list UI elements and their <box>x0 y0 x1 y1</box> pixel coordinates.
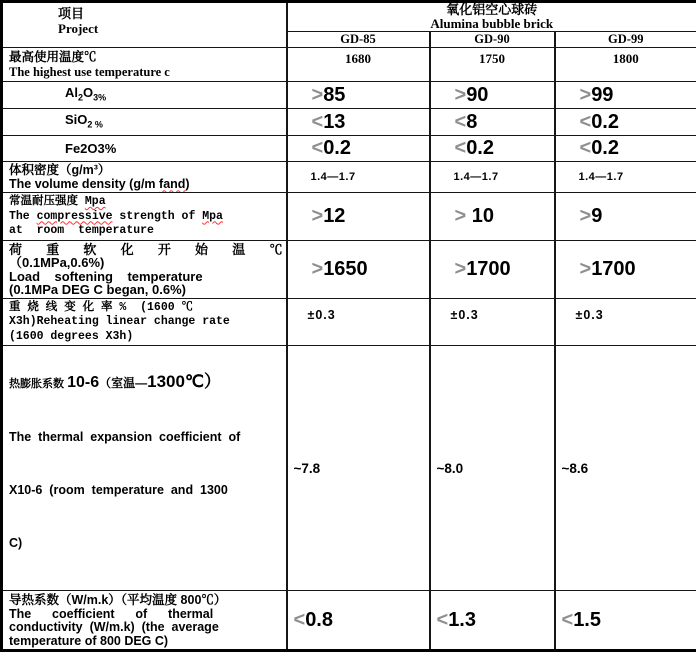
product-header-cell <box>287 2 696 32</box>
grade-header-gd99: GD-99 <box>555 32 696 48</box>
value-cell: >12 <box>287 193 430 241</box>
row-label: 最高使用温度℃ The highest use temperature c <box>2 48 287 82</box>
table-row-density <box>2 162 696 193</box>
value-cell: <13 <box>287 109 430 136</box>
row-label: SiO$_{2 \%}$ <box>2 109 287 136</box>
value-cell: >1700 <box>430 240 555 298</box>
value-cell: >1650 <box>287 240 430 298</box>
value-cell: ±0.3 <box>287 298 430 346</box>
value-cell: <0.8 <box>287 591 430 651</box>
value-cell: >1700 <box>555 240 696 298</box>
project-label-en: Project <box>58 21 282 36</box>
value-cell: >9 <box>555 193 696 241</box>
value-cell: <1.3 <box>430 591 555 651</box>
row-label: $Al_2O_{3\%}$ <box>2 82 287 109</box>
table-row-sio2 <box>2 109 696 136</box>
row-label: 热膨胀系数 10-6（室温—1300℃） The thermal expansion coefficient of X10-6 (room temperature and 1300 C) <box>2 346 287 591</box>
row-label: 体积密度（g/m³） The volume density (g/m fand) <box>2 162 287 193</box>
value-cell: <0.2 <box>287 136 430 162</box>
row-label: 导热系数（W/m.k）（平均温度 800℃） The coefficient of thermal conductivity (W/m.k) (the average temperature of 800 DEG C) <box>2 591 287 651</box>
grade-header-gd90: GD-90 <box>430 32 555 48</box>
value-cell: ~8.0 <box>430 346 555 591</box>
value-cell: ~8.6 <box>555 346 696 591</box>
table-header-row <box>2 2 696 32</box>
value-cell: ±0.3 <box>430 298 555 346</box>
expansion-title-line: 热膨胀系数 10-6（室温—1300℃） <box>9 375 283 391</box>
grade-header-gd85: GD-85 <box>287 32 430 48</box>
table-row-fe2o3 <box>2 136 696 162</box>
project-label-zh: 项目 <box>58 6 282 21</box>
value-cell: >99 <box>555 82 696 109</box>
value-cell: 1.4—1.7 <box>287 162 430 193</box>
value-cell: 1680 <box>287 48 430 82</box>
table-row-reheating-change <box>2 298 696 346</box>
project-header-cell <box>2 2 287 48</box>
row-label: Fe2O3% <box>2 136 287 162</box>
value-cell: 1800 <box>555 48 696 82</box>
value-cell: <8 <box>430 109 555 136</box>
value-cell: 1.4—1.7 <box>555 162 696 193</box>
value-cell: >90 <box>430 82 555 109</box>
table-row-compressive-strength <box>2 193 696 241</box>
table-row-load-softening <box>2 240 696 298</box>
table-row-thermal-expansion <box>2 346 696 591</box>
row-label: 常温耐压强度 Mpa The compressive strength of Mpa at room temperature <box>2 193 287 241</box>
product-name-en: Alumina bubble brick <box>288 17 696 31</box>
value-cell: <1.5 <box>555 591 696 651</box>
product-name-zh: 氧化铝空心球砖 <box>288 3 696 17</box>
table-row-max-temp <box>2 48 696 82</box>
value-cell: 1.4—1.7 <box>430 162 555 193</box>
value-cell: > 10 <box>430 193 555 241</box>
value-cell: <0.2 <box>555 109 696 136</box>
row-label: 重 烧 线 变 化 率 % (1600 ℃ X3h)Reheating linear change rate (1600 degrees X3h) <box>2 298 287 346</box>
table-row-thermal-conductivity <box>2 591 696 651</box>
row-label: 荷 重 软 化 开 始 温 ℃ （0.1MPa,0.6%) Load softening temperature (0.1MPa DEG C began, 0.6%) <box>2 240 287 298</box>
value-cell: ±0.3 <box>555 298 696 346</box>
value-cell: <0.2 <box>555 136 696 162</box>
value-cell: <0.2 <box>430 136 555 162</box>
value-cell: ~7.8 <box>287 346 430 591</box>
table-row-al2o3 <box>2 82 696 109</box>
value-cell: >85 <box>287 82 430 109</box>
value-cell: 1750 <box>430 48 555 82</box>
